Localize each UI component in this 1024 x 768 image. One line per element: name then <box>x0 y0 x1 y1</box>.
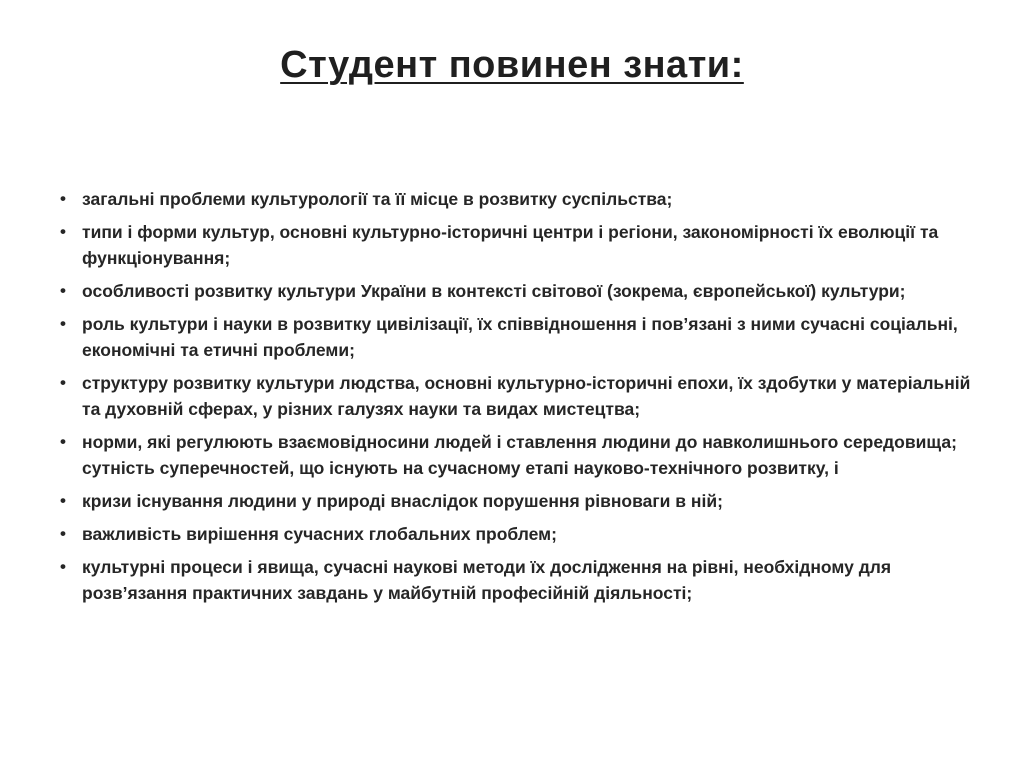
bullet-icon: • <box>60 373 66 392</box>
bullet-icon: • <box>60 432 66 451</box>
bullet-item <box>60 488 980 514</box>
bullet-item <box>60 370 980 422</box>
bullet-text: загальні проблеми культурології та її місце в розвитку суспільства; <box>82 189 673 209</box>
bullet-text: норми, які регулюють взаємовідносини людей і ставлення людини до навколишнього середовища; сутність суперечностей, що існують на сучасному етапі науково-технічного розвитку, і <box>82 432 957 478</box>
bullet-icon: • <box>60 222 66 241</box>
bullet-text: важливість вирішення сучасних глобальних проблем; <box>82 524 557 544</box>
bullet-item <box>60 186 980 212</box>
bullet-list <box>60 186 980 613</box>
bullet-item <box>60 311 980 363</box>
bullet-text: структуру розвитку культури людства, основні культурно-історичні епохи, їх здобутки у матеріальній та духовній сферах, у різних галузях науки та видах мистецтва; <box>82 373 971 419</box>
bullet-icon: • <box>60 281 66 300</box>
bullet-item <box>60 521 980 547</box>
bullet-text: культурні процеси і явища, сучасні наукові методи їх дослідження на рівні, необхідному для розв’язання практичних завдань у майбутній професійній діяльності; <box>82 557 892 603</box>
bullet-text: типи і форми культур, основні культурно-історичні центри і регіони, закономірності їх еволюції та функціонування; <box>82 222 939 268</box>
bullet-text: особливості розвитку культури України в контексті світової (зокрема, європейської) культури; <box>82 281 906 301</box>
bullet-icon: • <box>60 524 66 543</box>
bullet-item <box>60 219 980 271</box>
bullet-item <box>60 278 980 304</box>
bullet-text: кризи існування людини у природі внаслідок порушення рівноваги в ній; <box>82 491 723 511</box>
bullet-icon: • <box>60 491 66 510</box>
bullet-item <box>60 429 980 481</box>
bullet-icon: • <box>60 189 66 208</box>
slide-title: Студент повинен знати: <box>280 44 744 86</box>
bullet-icon: • <box>60 314 66 333</box>
bullet-icon: • <box>60 557 66 576</box>
bullet-text: роль культури і науки в розвитку цивілізації, їх співвідношення і пов’язані з ними сучасні соціальні, економічні та етичні проблеми; <box>82 314 958 360</box>
bullet-item <box>60 554 980 606</box>
